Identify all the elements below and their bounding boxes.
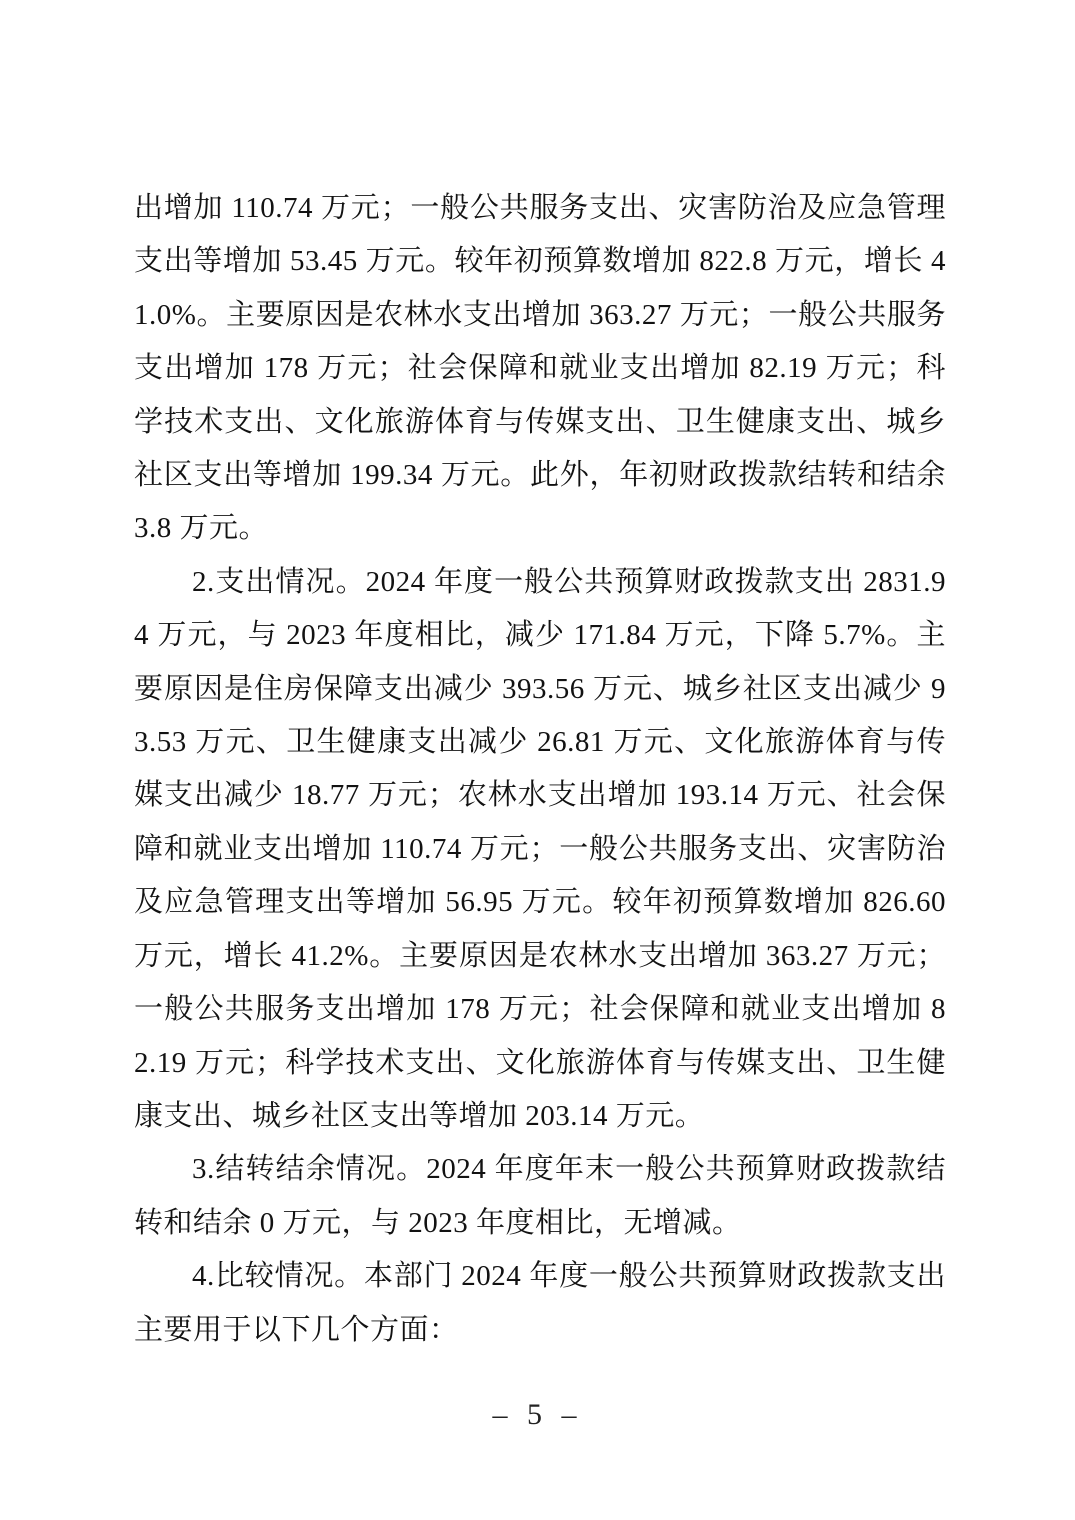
document-body	[134, 182, 946, 1357]
page-number: – 5 –	[492, 1398, 583, 1431]
paragraph-carryover-balance: 3.结转结余情况。2024 年度年末一般公共预算财政拨款结转和结余 0 万元，与 2023 年度相比，无增减。	[134, 1153, 946, 1239]
paragraph-continuation: 出增加 110.74 万元；一般公共服务支出、灾害防治及应急管理支出等增加 53.45 万元。较年初预算数增加 822.8 万元，增长 41.0%。主要原因是农林水支出增加 363.27 万元；一般公共服务支出增加 178 万元；社会保障和就业支出增加 82.19 万元；科学技术支出、文化旅游体育与传媒支出、卫生健康支出、城乡社区支出等增加 199.34 万元。此外，年初财政拨款结转和结余 3.8 万元。	[134, 192, 946, 545]
paragraph-comparison: 4.比较情况。本部门 2024 年度一般公共预算财政拨款支出主要用于以下几个方面：	[134, 1260, 946, 1346]
paragraph-expenditure-situation: 2.支出情况。2024 年度一般公共预算财政拨款支出 2831.94 万元，与 2023 年度相比，减少 171.84 万元，下降 5.7%。主要原因是住房保障支出减少 393.56 万元、城乡社区支出减少 93.53 万元、卫生健康支出减少 26.81 万元、文化旅游体育与传媒支出减少 18.77 万元；农林水支出增加 193.14 万元、社会保障和就业支出增加 110.74 万元；一般公共服务支出、灾害防治及应急管理支出等增加 56.95 万元。较年初预算数增加 826.60 万元，增长 41.2%。主要原因是农林水支出增加 363.27 万元；一般公共服务支出增加 178 万元；社会保障和就业支出增加 82.19 万元；科学技术支出、文化旅游体育与传媒支出、卫生健康支出、城乡社区支出等增加 203.14 万元。	[134, 565, 946, 1132]
